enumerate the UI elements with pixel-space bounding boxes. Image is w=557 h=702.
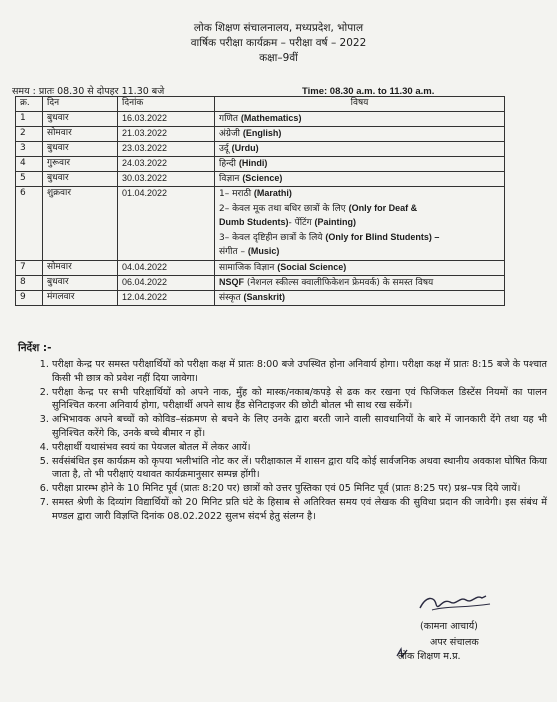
subject-english: (Painting) bbox=[314, 217, 357, 227]
subject-hindi: अंग्रेजी bbox=[219, 129, 240, 139]
signatory-office: लोक शिक्षण म.प्र. bbox=[398, 651, 461, 662]
subject-line bbox=[219, 202, 500, 217]
list-item: 2. परीक्षा केन्द्र पर सभी परिक्षार्थियों को अपने नाक, मुँह को मास्क/नकाब/कपड़े से ढक कर रखना एवं फिजिकल डिस्टेंस नियमों का पालन सुनिश्चित करना अनिवार्य होगा, परीक्षार्थी अपने साथ हैंड सेनिटाइजर की छोटी बोतल भी साथ रख सकेंगें। bbox=[52, 386, 547, 414]
subject-english: (Marathi) bbox=[253, 188, 292, 198]
row-subject bbox=[215, 290, 505, 305]
header-date: दिनांक bbox=[118, 97, 215, 112]
row-serial: 3 bbox=[16, 142, 43, 157]
header-day: दिन bbox=[43, 97, 118, 112]
row-serial: 9 bbox=[16, 290, 43, 305]
row-subject bbox=[215, 260, 505, 275]
row-subject bbox=[215, 172, 505, 187]
instructions-title: निर्देश :- bbox=[18, 342, 52, 354]
table-row bbox=[16, 275, 505, 290]
subject-hindi: संस्कृत bbox=[219, 292, 241, 303]
subject-hindi: संगीत – bbox=[219, 247, 245, 257]
subject-hindi: हिन्दी bbox=[219, 159, 237, 169]
signatory-designation: अपर संचालक bbox=[430, 637, 479, 648]
subject-line bbox=[219, 231, 500, 246]
row-serial: 5 bbox=[16, 172, 43, 187]
row-day: गुरूवार bbox=[43, 157, 118, 172]
row-day: मंगलवार bbox=[43, 290, 118, 305]
header-serial: क्र. bbox=[16, 97, 43, 112]
subject-line bbox=[219, 245, 500, 260]
row-subject bbox=[215, 157, 505, 172]
row-day: सोमवार bbox=[43, 127, 118, 142]
subject-english: Dumb Students) bbox=[219, 217, 289, 227]
row-date: 16.03.2022 bbox=[118, 112, 215, 127]
table-row bbox=[16, 260, 505, 275]
table-row bbox=[16, 187, 505, 261]
row-serial: 4 bbox=[16, 157, 43, 172]
exam-program-title: वार्षिक परीक्षा कार्यक्रम – परीक्षा वर्ष – 2022 bbox=[190, 37, 367, 49]
row-day: शुक्रवार bbox=[43, 187, 118, 261]
row-date: 23.03.2022 bbox=[118, 142, 215, 157]
row-subject bbox=[215, 127, 505, 142]
row-day: बुधवार bbox=[43, 172, 118, 187]
subject-hindi: 1– मराठी bbox=[219, 189, 252, 199]
subject-english: (Urdu) bbox=[231, 143, 259, 153]
list-item: 4. परीक्षार्थी यथासंभव स्वयं का पेयजल बोतल में लेकर आयें। bbox=[52, 441, 547, 455]
subject-hindi: विज्ञान bbox=[219, 174, 240, 184]
table-row bbox=[16, 290, 505, 305]
row-serial: 7 bbox=[16, 260, 43, 275]
signature-scribble bbox=[412, 590, 502, 618]
table-row bbox=[16, 157, 505, 172]
table-row bbox=[16, 142, 505, 157]
subject-english: NSQF bbox=[219, 276, 245, 287]
subject-line bbox=[219, 216, 500, 231]
subject-hindi: 3– केवल दृष्टिहीन छात्रों के लिये bbox=[219, 232, 323, 243]
subject-hindi: 2– केवल मूक तथा बधिर छात्रों के लिए bbox=[219, 203, 346, 214]
row-date: 04.04.2022 bbox=[118, 260, 215, 275]
list-item: 7. समस्त श्रेणी के दिव्यांग विद्यार्थियों को 20 मिनिट प्रति घंटे के हिसाब से अतिरिक्त समय एवं लेखक की सुविधा प्रदान की जावेगी। इस संबंध में मण्डल द्वारा जारी विज्ञप्ति दिनांक 08.02.2022 सुलभ संदर्भ हेतु संलग्न है। bbox=[52, 496, 547, 524]
subject-hindi: (नेशनल स्कील्स क्वालीफिकेशन फ्रेमवर्क) के समस्त विषय bbox=[246, 277, 434, 288]
row-day: बुधवार bbox=[43, 275, 118, 290]
row-date: 21.03.2022 bbox=[118, 127, 215, 142]
subject-hindi: गणित bbox=[219, 114, 239, 124]
row-day: बुधवार bbox=[43, 142, 118, 157]
header-subject: विषय bbox=[215, 97, 505, 112]
instructions-list bbox=[30, 358, 547, 524]
row-day: बुधवार bbox=[43, 112, 118, 127]
subject-hindi: उर्दू bbox=[219, 144, 229, 154]
subject-line bbox=[219, 187, 500, 202]
subject-english: (Music) bbox=[247, 246, 280, 256]
signatory-name: (कामना आचार्य) bbox=[420, 621, 478, 632]
table-header-row bbox=[16, 97, 505, 112]
row-date: 06.04.2022 bbox=[118, 275, 215, 290]
row-subject bbox=[215, 112, 505, 127]
row-serial: 8 bbox=[16, 275, 43, 290]
subject-english: (Hindi) bbox=[238, 158, 268, 168]
row-serial: 2 bbox=[16, 127, 43, 142]
table-row bbox=[16, 127, 505, 142]
timing-english: Time: 08.30 a.m. to 11.30 a.m. bbox=[302, 86, 435, 97]
subject-english: (Mathematics) bbox=[240, 113, 302, 123]
list-item: 1. परीक्षा केन्द्र पर समस्त परीक्षार्थियों को परीक्षा कक्ष में प्रातः 8:00 बजे उपस्थित होना अनिवार्य होगा। परीक्षा कक्ष में प्रातः 8:15 बजे के पश्चात किसी भी छात्र को प्रवेश नहीं दिया जावेगा। bbox=[52, 358, 547, 386]
row-subject-multi bbox=[215, 187, 505, 261]
subject-english: (Only for Deaf & bbox=[348, 202, 418, 213]
list-item: 6. परीक्षा प्रारम्भ होने के 10 मिनिट पूर्व (प्रातः 8:20 पर) छात्रों को उत्तर पुस्तिका एवं 05 मिनिट पूर्व (प्रातः 8:25 पर) प्रश्न–पत्र दिये जायें। bbox=[52, 482, 547, 496]
class-title: कक्षा–9वीं bbox=[259, 52, 298, 64]
row-serial: 1 bbox=[16, 112, 43, 127]
row-date: 01.04.2022 bbox=[118, 187, 215, 261]
table-row bbox=[16, 112, 505, 127]
subject-english: (Sanskrit) bbox=[243, 291, 286, 302]
row-subject bbox=[215, 275, 505, 290]
row-date: 24.03.2022 bbox=[118, 157, 215, 172]
row-day: सोमवार bbox=[43, 260, 118, 275]
subject-hindi: - पेंटिंग bbox=[288, 218, 312, 228]
schedule-table bbox=[15, 96, 505, 306]
row-date: 12.04.2022 bbox=[118, 290, 215, 305]
row-subject bbox=[215, 142, 505, 157]
subject-english: (Social Science) bbox=[277, 261, 347, 272]
table-row bbox=[16, 172, 505, 187]
subject-english: (Science) bbox=[242, 173, 283, 183]
row-date: 30.03.2022 bbox=[118, 172, 215, 187]
list-item: 5. सर्वसंबंधित इस कार्यक्रम को कृपया भलीभांति नोट कर लें। परीक्षाकाल में शासन द्वारा यदि कोई सार्वजनिक अथवा स्थानीय अवकाश घोषित किया जाता है, तो भी परीक्षाएं यथावत कार्यक्रमानुसार सम्पन्न होंगी। bbox=[52, 455, 547, 483]
list-item: 3. अभिभावक अपने बच्चों को कोविड–संक्रमण से बचने के लिए उनके द्वारा बरती जाने वाली सावधानियों के बारे में जानकारी देंगे तथा यह भी सुनिश्चित करेंगे कि, उनके बच्चे बीमार न हों। bbox=[52, 413, 547, 441]
office-title: लोक शिक्षण संचालनालय, मध्यप्रदेश, भोपाल bbox=[193, 22, 364, 34]
subject-english: (Only for Blind Students) – bbox=[325, 231, 440, 242]
timing-hindi: समय : प्रातः 08.30 से दोपहर 11.30 बजे bbox=[12, 86, 165, 97]
row-serial: 6 bbox=[16, 187, 43, 261]
subject-english: (English) bbox=[242, 128, 282, 138]
subject-hindi: सामाजिक विज्ञान bbox=[219, 262, 275, 273]
